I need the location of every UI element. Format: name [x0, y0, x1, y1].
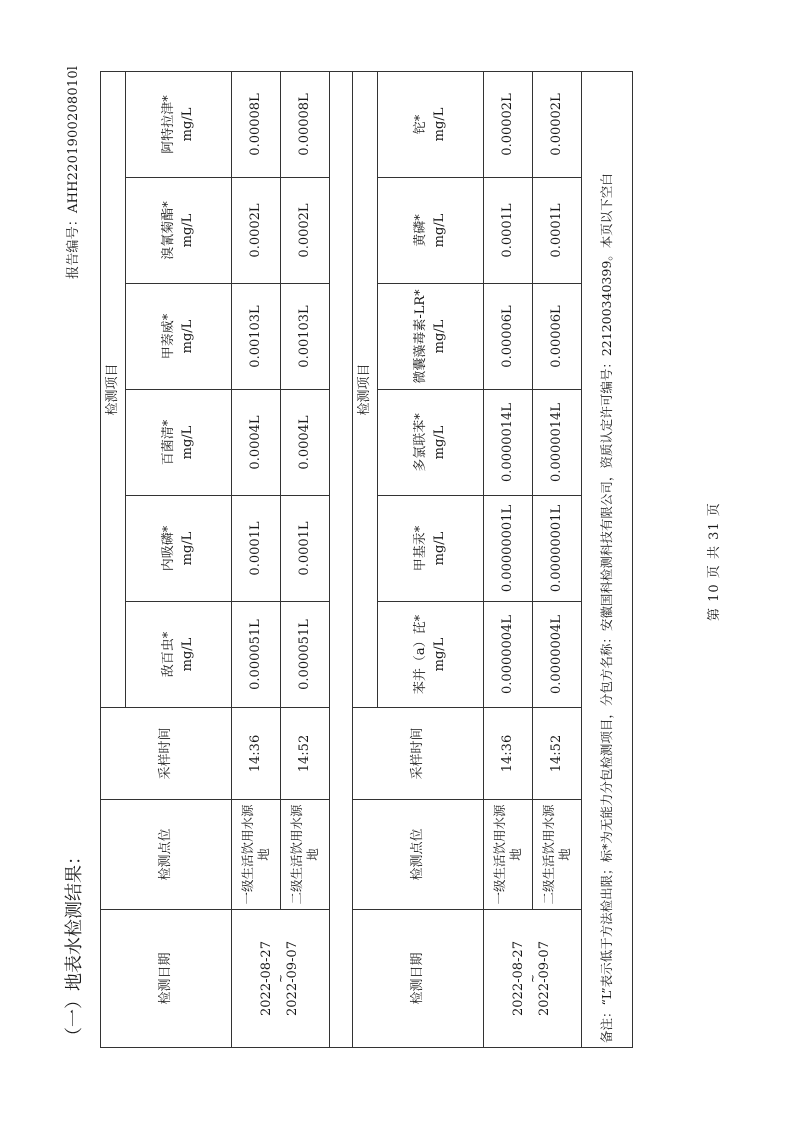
param-header: 溴氰菊酯* mg/L — [126, 178, 232, 284]
time-header: 采样时间 — [353, 708, 484, 800]
param-header: 多氯联苯* mg/L — [378, 390, 484, 496]
block-spacer-row — [330, 71, 353, 1047]
time-cell: 14:36 — [232, 708, 281, 800]
table-row — [533, 71, 582, 1047]
value-cell: 0.0001L — [533, 178, 582, 284]
location-cell: 一级生活饮用水源地 — [232, 800, 281, 910]
value-cell: 0.0000004L — [533, 602, 582, 708]
table-note: 备注：“L”表示低于方法检出限；标*为无能力分包检测项目，分包方名称：安徽国科检测科技有限公司，资质认定许可编号：221200340399。本页以下空白 — [582, 71, 633, 1047]
value-cell: 0.00103L — [281, 284, 330, 390]
block1-group-row — [101, 71, 126, 1047]
param-header: 甲萘威* mg/L — [126, 284, 232, 390]
results-table-wrapper — [100, 72, 633, 1048]
report-number-value: AHH2201900208010l — [66, 65, 81, 213]
param-header: 内吸磷* mg/L — [126, 496, 232, 602]
value-cell: 0.000051L — [281, 602, 330, 708]
value-cell: 0.0004L — [281, 390, 330, 496]
param-header: 黄磷* mg/L — [378, 178, 484, 284]
value-cell: 0.00000001L — [533, 496, 582, 602]
param-header: 百菌清* mg/L — [126, 390, 232, 496]
value-cell: 0.00006L — [533, 284, 582, 390]
date-header: 检测日期 — [101, 910, 232, 1048]
time-cell: 14:52 — [533, 708, 582, 800]
param-header: 敌百虫* mg/L — [126, 602, 232, 708]
value-cell: 0.00103L — [232, 284, 281, 390]
value-cell: 0.00006L — [484, 284, 533, 390]
param-header: 苯并（a）芘* mg/L — [378, 602, 484, 708]
value-cell: 0.0002L — [232, 178, 281, 284]
report-number-label: 报告编号： — [66, 212, 81, 279]
value-cell: 0.00008L — [281, 71, 330, 177]
location-cell: 二级生活饮用水源地 — [533, 800, 582, 910]
time-cell: 14:36 — [484, 708, 533, 800]
note-row — [582, 71, 633, 1047]
value-cell: 0.0004L — [232, 390, 281, 496]
param-header: 铊* mg/L — [378, 71, 484, 177]
item-group-header: 检测项目 — [353, 71, 378, 707]
value-cell: 0.00008L — [232, 71, 281, 177]
table-row — [281, 71, 330, 1047]
time-header: 采样时间 — [101, 708, 232, 800]
table-row — [232, 71, 281, 1047]
location-header: 检测点位 — [353, 800, 484, 910]
value-cell: 0.0001L — [232, 496, 281, 602]
table-row — [484, 71, 533, 1047]
value-cell: 0.0001L — [281, 496, 330, 602]
date-header: 检测日期 — [353, 910, 484, 1048]
block2-group-row — [353, 71, 378, 1047]
value-cell: 0.00002L — [484, 71, 533, 177]
page-number: 第 10 页 共 31 页 — [707, 502, 722, 621]
value-cell: 0.00002L — [533, 71, 582, 177]
date-range-cell: 2022-08-27 ~ 2022-09-07 — [484, 910, 582, 1048]
param-header: 微囊藻毒素-LR* mg/L — [378, 284, 484, 390]
results-table — [100, 71, 633, 1048]
date-range-cell: 2022-08-27 ~ 2022-09-07 — [232, 910, 330, 1048]
location-header: 检测点位 — [101, 800, 232, 910]
value-cell: 0.0000014L — [484, 390, 533, 496]
value-cell: 0.00000001L — [484, 496, 533, 602]
location-cell: 二级生活饮用水源地 — [281, 800, 330, 910]
param-header: 阿特拉津* mg/L — [126, 71, 232, 177]
section-title: （一）地表水检测结果： — [64, 847, 85, 1045]
location-cell: 一级生活饮用水源地 — [484, 800, 533, 910]
value-cell: 0.0001L — [484, 178, 533, 284]
time-cell: 14:52 — [281, 708, 330, 800]
value-cell: 0.000051L — [232, 602, 281, 708]
report-number — [62, 66, 81, 279]
value-cell: 0.0000004L — [484, 602, 533, 708]
value-cell: 0.0002L — [281, 178, 330, 284]
item-group-header: 检测项目 — [101, 71, 126, 707]
value-cell: 0.0000014L — [533, 390, 582, 496]
block-spacer — [330, 71, 353, 1047]
param-header: 甲基汞* mg/L — [378, 496, 484, 602]
